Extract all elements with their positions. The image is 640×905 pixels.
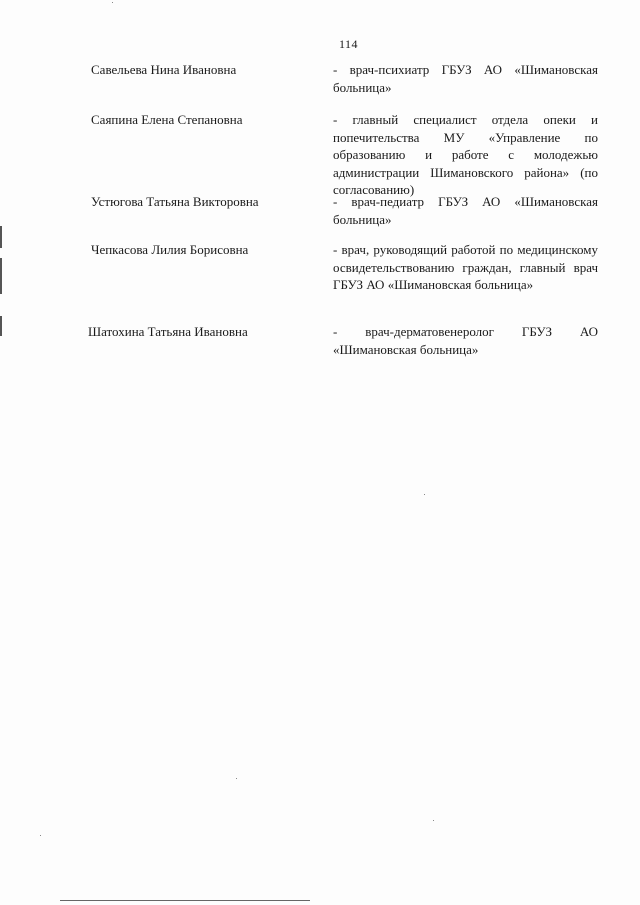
scan-speck (424, 494, 425, 495)
member-role: - врач-психиатр ГБУЗ АО «Шимановская больница» (333, 62, 598, 95)
member-name: Устюгова Татьяна Викторовна (91, 194, 259, 209)
member-name: Шатохина Татьяна Ивановна (88, 324, 248, 339)
member-name: Саяпина Елена Степановна (91, 112, 243, 127)
member-role: - врач-педиатр ГБУЗ АО «Шимановская больница» (333, 194, 598, 227)
scan-speck (112, 2, 113, 3)
scan-bottom-line (60, 900, 310, 901)
scan-margin-mark (0, 316, 2, 336)
scan-speck (236, 778, 237, 779)
member-name: Чепкасова Лилия Борисовна (91, 242, 249, 257)
scan-speck (40, 835, 41, 836)
scan-margin-mark (0, 226, 2, 248)
member-role: - врач, руководящий работой по медицинскому освидетельствованию граждан, главный врач ГБУЗ АО «Шимановская больница» (333, 242, 598, 292)
scan-margin-mark (0, 258, 2, 294)
member-name: Савельева Нина Ивановна (91, 62, 237, 77)
member-role: - главный специалист отдела опеки и попечительства МУ «Управление по образованию и работе с молодежью администрации Шимановского района» (по согласованию) (333, 112, 598, 197)
member-role: - врач-дерматовенеролог ГБУЗ АО «Шимановская больница» (333, 324, 598, 357)
page-number: 114 (339, 37, 359, 51)
scan-speck (433, 820, 434, 821)
